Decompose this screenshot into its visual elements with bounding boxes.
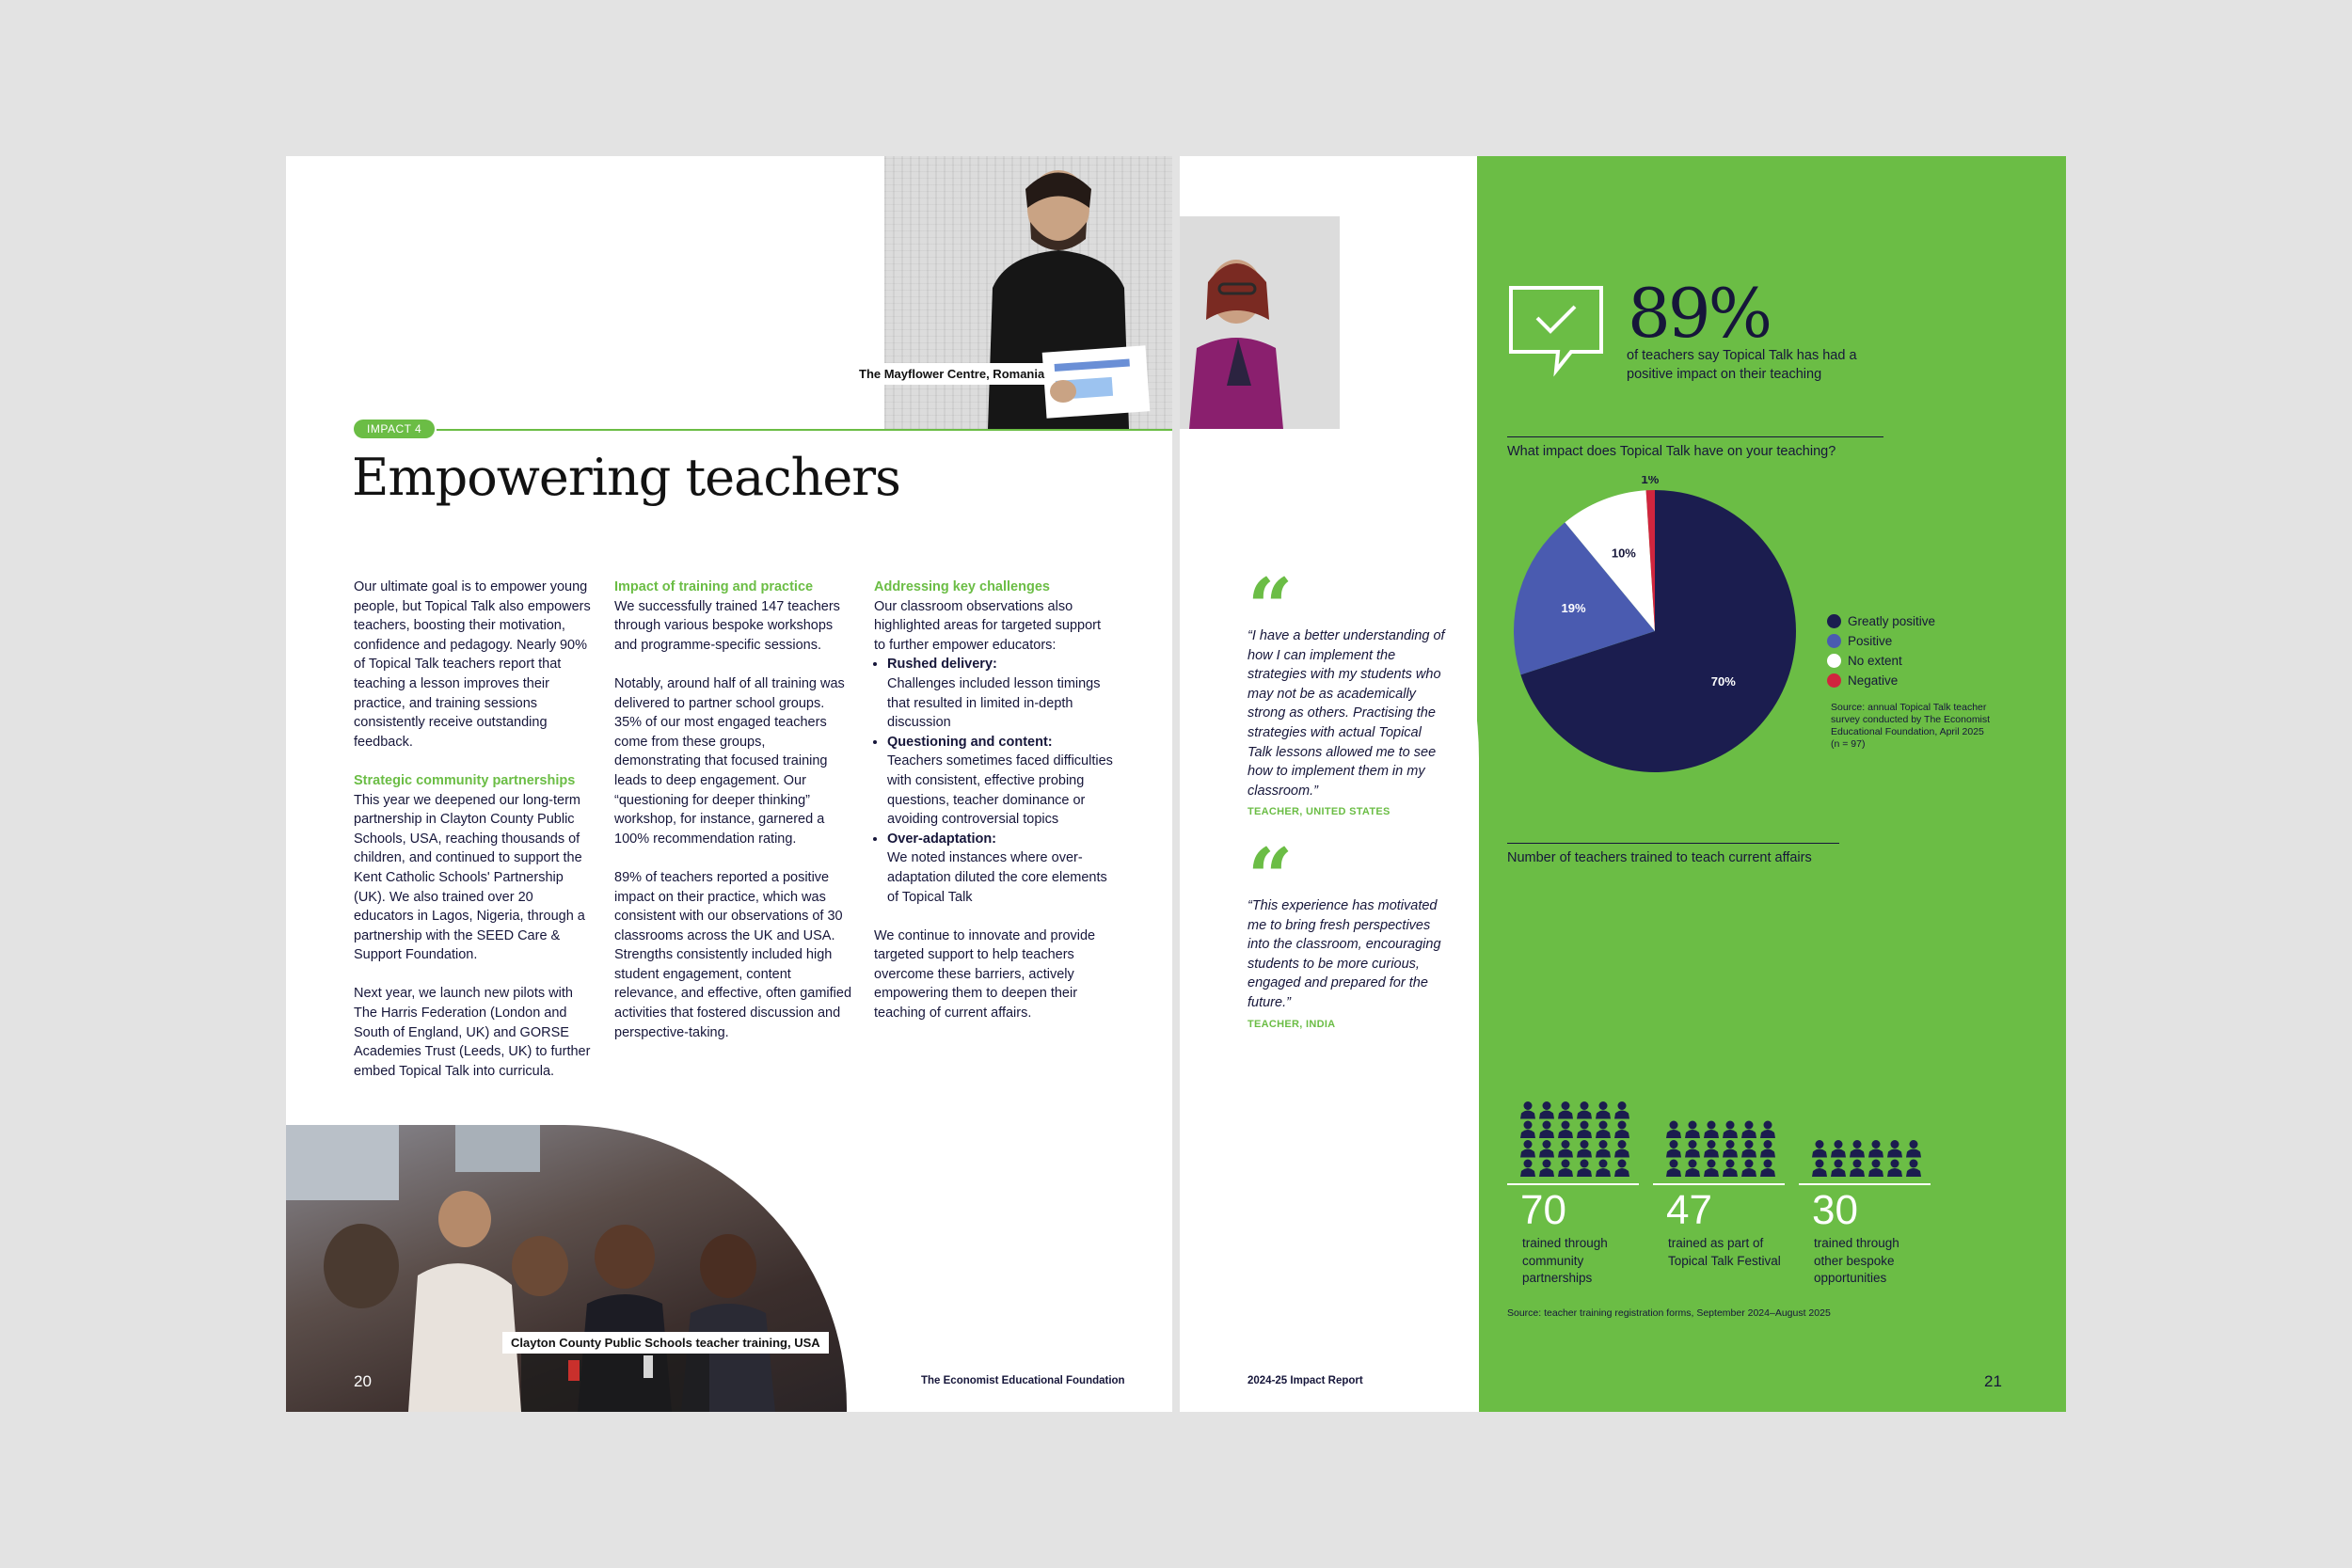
person-icon [1704, 1140, 1719, 1158]
legend-item [1827, 631, 1935, 651]
person-icon [1558, 1121, 1573, 1139]
person-icon [1704, 1160, 1719, 1178]
paragraph: 89% of teachers reported a positive impact on their practice, which was consistent with our observations of 30 classrooms across the UK and USA. Strengths consistently included high student engagement, content relevance, and effective, often gamified activities that fostered discussion and perspective-taking. [614, 869, 852, 1040]
paragraph: Our ultimate goal is to empower young people, but Topical Talk also empowers teachers, boosting their motivation, confidence and pedagogy. Nearly 90% of Topical Talk teachers report that teaching a lesson improves their practice, and training sessions consistently receive outstanding feedback. [354, 579, 591, 750]
person-icon [1558, 1140, 1573, 1158]
paragraph: Notably, around half of all training was delivered to partner school groups. 35% of our most engaged teachers come from these groups, demonstrating that focused training leads to deep engagement. Our “questioning for deeper thinking” workshop, for instance, garnered a 100% recommendation rating. [614, 675, 845, 847]
person-icon [1539, 1101, 1554, 1119]
person-icon [1539, 1121, 1554, 1139]
bars-chart-title: Number of teachers trained to teach current affairs [1507, 850, 1812, 865]
person-icon [1577, 1121, 1592, 1139]
list-item-title: Questioning and content: [887, 734, 1053, 750]
legend-swatch [1827, 614, 1841, 628]
section-rule [1507, 436, 1883, 437]
person-icon [1596, 1160, 1611, 1178]
bar-value: 70 [1520, 1187, 1566, 1233]
bar-value: 30 [1812, 1187, 1858, 1233]
footer-report: 2024-25 Impact Report [1248, 1375, 1363, 1386]
paragraph: Next year, we launch new pilots with The Harris Federation (London and South of England, UK) and GORSE Academies Trust (Leeds, UK) to further embed Topical Talk into curricula. [354, 986, 591, 1079]
photo-caption-top: The Mayflower Centre, Romania [850, 363, 1053, 385]
footer-publisher: The Economist Educational Foundation [921, 1375, 1125, 1386]
legend-label: Positive [1848, 634, 1893, 648]
person-icon [1831, 1140, 1846, 1158]
person-icon [1577, 1101, 1592, 1119]
person-icon [1760, 1140, 1775, 1158]
top-photo [884, 156, 1172, 429]
legend-swatch [1827, 673, 1841, 688]
legend-swatch [1827, 634, 1841, 648]
person-icon [1666, 1140, 1681, 1158]
paragraph: This year we deepened our long-term partnership in Clayton County Public Schools, USA, reaching thousands of children, and continued to support the Kent Catholic Schools' Partnership (UK). We also trained over 20 educators in Lagos, Nigeria, through a partnership with the SEED Care & Support Foundation. [354, 792, 585, 963]
legend-label: Negative [1848, 673, 1899, 688]
quote-icon: “ [1248, 561, 1294, 654]
person-icon [1666, 1121, 1681, 1139]
subheading: Impact of training and practice [614, 579, 814, 594]
person-icon [1850, 1160, 1865, 1178]
person-icon [1520, 1160, 1535, 1178]
bar-caption: trained as part of Topical Talk Festival [1668, 1236, 1781, 1268]
person-icon [1741, 1140, 1756, 1158]
person-icon [1760, 1121, 1775, 1139]
person-icon [1577, 1160, 1592, 1178]
pie-slice-label: 70% [1710, 673, 1736, 689]
stat-caption: of teachers say Topical Talk has had a positive impact on their teaching [1627, 348, 1857, 382]
legend-item [1827, 671, 1935, 690]
paragraph: We continue to innovate and provide targeted support to help teachers overcome these barriers, actively empowering them to deepen their teaching of current affairs. [874, 927, 1096, 1022]
person-icon [1906, 1140, 1921, 1158]
person-icon [1685, 1160, 1700, 1178]
quote-1 [1248, 561, 1445, 818]
subheading: Strategic community partnerships [354, 772, 576, 788]
list-item-text: Challenges included lesson timings that resulted in limited in-depth discussion [887, 675, 1101, 731]
person-icon [1887, 1140, 1902, 1158]
person-icon [1596, 1121, 1611, 1139]
pictogram-bar [1666, 1121, 1775, 1178]
section-rule [1507, 843, 1839, 844]
person-icon [1741, 1121, 1756, 1139]
pie-slice-label: 19% [1561, 600, 1586, 615]
page-number: 20 [354, 1372, 372, 1390]
pie-chart [1500, 476, 1810, 786]
pie-source: Source: annual Topical Talk teacher survey conducted by The Economist Educational Foundation, April 2025 (n = 97) [1831, 702, 1991, 750]
person-icon [1614, 1160, 1629, 1178]
bar-baseline [1653, 1183, 1785, 1185]
person-icon [1520, 1101, 1535, 1119]
paragraph: Our classroom observations also highlighted areas for targeted support to further empower educators: [874, 598, 1102, 653]
list-item-title: Rushed delivery: [887, 657, 997, 673]
list-item-text: Teachers sometimes faced difficulties with consistent, effective probing questions, teacher dominance or avoiding controversial topics [887, 753, 1113, 828]
person-icon [1723, 1160, 1738, 1178]
right-page [1180, 156, 2066, 1412]
bar-caption: trained through other bespoke opportunities [1814, 1236, 1899, 1285]
bar-value: 47 [1666, 1187, 1712, 1233]
challenge-list [874, 655, 1114, 907]
person-icon [1760, 1160, 1775, 1178]
person-icon [1666, 1160, 1681, 1178]
person-icon [1868, 1160, 1883, 1178]
quote-2 [1248, 831, 1445, 1030]
person-icon [1614, 1140, 1629, 1158]
pie-slice-label: 10% [1611, 546, 1636, 561]
text-column-2 [614, 578, 854, 1062]
classroom-photo [286, 1125, 847, 1412]
pie-slice-label: 1% [1641, 476, 1660, 487]
list-item [887, 830, 1114, 907]
left-page [286, 156, 1172, 1412]
person-icon [1906, 1160, 1921, 1178]
person-icon [1685, 1121, 1700, 1139]
list-item-title: Over-adaptation: [887, 831, 997, 847]
person-icon [1558, 1101, 1573, 1119]
person-icon [1520, 1121, 1535, 1139]
legend-label: No extent [1848, 654, 1902, 668]
subheading: Addressing key challenges [874, 579, 1050, 594]
quote-attribution: TEACHER, UNITED STATES [1248, 806, 1391, 818]
quote-text: “This experience has motivated me to bring fresh perspectives into the classroom, encouraging students to be more curious, engaged and prepared for the future.” [1248, 898, 1441, 1010]
person-icon [1614, 1121, 1629, 1139]
impact-rule [437, 429, 1172, 431]
bar-baseline [1507, 1183, 1639, 1185]
person-icon [1850, 1140, 1865, 1158]
person-icon [1704, 1121, 1719, 1139]
list-item [887, 655, 1114, 732]
person-icon [1596, 1101, 1611, 1119]
teacher-portrait-photo [1180, 216, 1340, 429]
person-icon [1539, 1160, 1554, 1178]
photo-caption-bottom: Clayton County Public Schools teacher training, USA [502, 1332, 829, 1354]
bars-source: Source: teacher training registration forms, September 2024–August 2025 [1507, 1307, 1831, 1319]
pie-legend [1827, 611, 1935, 690]
legend-label: Greatly positive [1848, 614, 1936, 628]
bar-baseline [1799, 1183, 1931, 1185]
person-icon [1723, 1140, 1738, 1158]
pie-chart-title: What impact does Topical Talk have on your teaching? [1507, 444, 1836, 459]
person-icon [1812, 1140, 1827, 1158]
teacher-portrait-photo [884, 156, 1172, 429]
paragraph: We successfully trained 147 teachers through various bespoke workshops and programme-specific sessions. [614, 598, 840, 653]
pictogram-bar [1520, 1101, 1629, 1177]
quote-attribution: TEACHER, INDIA [1248, 1018, 1336, 1030]
quote-icon: “ [1248, 831, 1294, 924]
stat-value: 89% [1628, 274, 1771, 353]
page-title: Empowering teachers [352, 448, 900, 507]
legend-item [1827, 611, 1935, 631]
quote-text: “I have a better understanding of how I can implement the strategies with my students who may not be as academically strong as others. Practising the strategies with actual Topical Talk lessons allowed me to see how to implement them in my classroom.” [1248, 628, 1445, 799]
bottom-photo [286, 1125, 847, 1412]
person-icon [1614, 1101, 1629, 1119]
text-column-1 [354, 578, 594, 1101]
list-item-text: We noted instances where over-adaptation diluted the core elements of Topical Talk [887, 850, 1107, 905]
person-icon [1520, 1140, 1535, 1158]
person-icon [1868, 1140, 1883, 1158]
person-icon [1539, 1140, 1554, 1158]
page-number: 21 [1984, 1372, 2002, 1390]
person-icon [1558, 1160, 1573, 1178]
person-icon [1685, 1140, 1700, 1158]
person-icon [1831, 1160, 1846, 1178]
person-icon [1741, 1160, 1756, 1178]
impact-pill: IMPACT 4 [354, 420, 435, 438]
speech-bubble-check-icon [1507, 284, 1607, 378]
person-icon [1577, 1140, 1592, 1158]
person-icon [1812, 1160, 1827, 1178]
text-column-3 [874, 578, 1114, 1042]
list-item [887, 733, 1114, 830]
person-icon [1887, 1160, 1902, 1178]
bar-caption: trained through community partnerships [1522, 1236, 1608, 1285]
top-photo-right [1180, 216, 1340, 429]
pictogram-bar [1812, 1140, 1921, 1177]
legend-swatch [1827, 654, 1841, 668]
legend-item [1827, 651, 1935, 671]
person-icon [1723, 1121, 1738, 1139]
person-icon [1596, 1140, 1611, 1158]
